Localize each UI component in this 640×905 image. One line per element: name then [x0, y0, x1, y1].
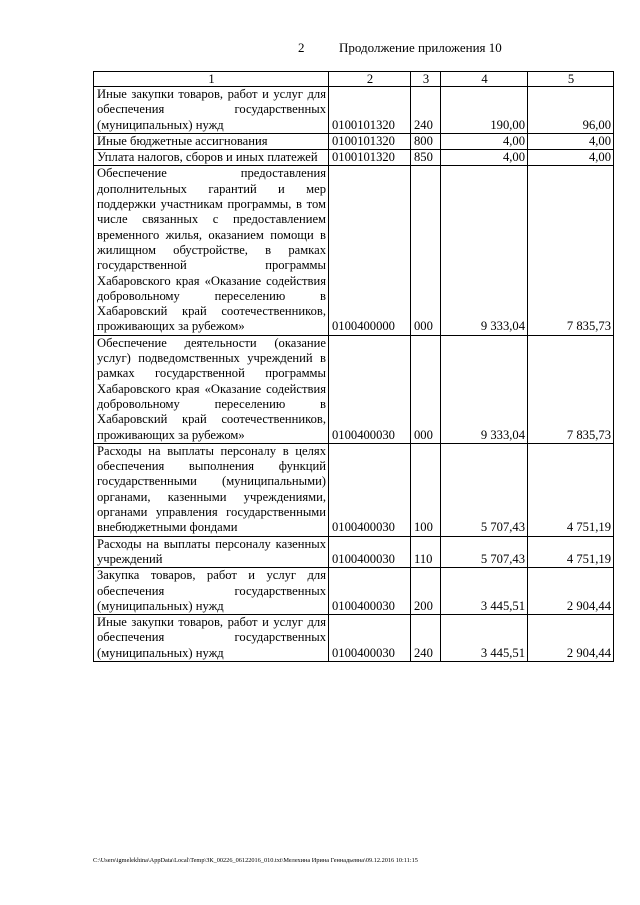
column-header: 4	[441, 72, 528, 87]
expense-name: Обеспечение предоставления дополнительных гарантий и мер поддержки участникам программы, в том числе связанных с предоставлением временного жилья, оказанием помощи в жилищном обустройстве, в рамках государственной программы Хабаровского края «Оказание содействия добровольному переселению в Хабаровский край соотечественников, проживающих за рубежом»	[94, 166, 329, 335]
table-row	[94, 615, 614, 662]
table-row	[94, 133, 614, 149]
table-header-row	[94, 72, 614, 87]
expense-name: Иные закупки товаров, работ и услуг для обеспечения государственных (муниципальных) нужд	[94, 87, 329, 134]
expense-name: Уплата налогов, сборов и иных платежей	[94, 150, 329, 166]
target-article-code: 0100400030	[329, 443, 411, 536]
column-header: 1	[94, 72, 329, 87]
amount-col5: 4,00	[528, 133, 614, 149]
document-file-path: C:\Users\igmelekhina\AppData\Local\Temp\ЗК_00226_06122016_010.txt\Мелехина Ирина Геннадьевна\09.12.2016 10:11:15	[93, 857, 418, 864]
target-article-code: 0100400000	[329, 166, 411, 335]
amount-col5: 2 904,44	[528, 615, 614, 662]
appendix-continuation-title: Продолжение приложения 10	[339, 40, 502, 55]
table-row	[94, 87, 614, 134]
expense-name: Расходы на выплаты персоналу казенных учреждений	[94, 536, 329, 568]
target-article-code: 0100101320	[329, 150, 411, 166]
amount-col4: 5 707,43	[441, 443, 528, 536]
expense-type-code: 000	[411, 335, 441, 443]
amount-col4: 3 445,51	[441, 615, 528, 662]
expense-type-code: 200	[411, 568, 441, 615]
expense-name: Закупка товаров, работ и услуг для обеспечения государственных (муниципальных) нужд	[94, 568, 329, 615]
target-article-code: 0100400030	[329, 335, 411, 443]
target-article-code: 0100101320	[329, 87, 411, 134]
budget-table	[93, 71, 614, 662]
amount-col5: 4 751,19	[528, 443, 614, 536]
expense-name: Обеспечение деятельности (оказание услуг) подведомственных учреждений в рамках государственной программы Хабаровского края «Оказание содействия добровольному переселению в Хабаровский край соотечественников, проживающих за рубежом»	[94, 335, 329, 443]
amount-col4: 190,00	[441, 87, 528, 134]
expense-name: Расходы на выплаты персоналу в целях обеспечения выполнения функций государственными (муниципальными) органами, казенными учреждениями, органами управления государственными внебюджетными фондами	[94, 443, 329, 536]
table-row	[94, 335, 614, 443]
table-row	[94, 150, 614, 166]
expense-name: Иные бюджетные ассигнования	[94, 133, 329, 149]
target-article-code: 0100101320	[329, 133, 411, 149]
amount-col4: 9 333,04	[441, 166, 528, 335]
table-row	[94, 166, 614, 335]
target-article-code: 0100400030	[329, 536, 411, 568]
target-article-code: 0100400030	[329, 615, 411, 662]
expense-type-code: 110	[411, 536, 441, 568]
amount-col4: 4,00	[441, 150, 528, 166]
table-row	[94, 443, 614, 536]
expense-type-code: 000	[411, 166, 441, 335]
column-header: 2	[329, 72, 411, 87]
expense-name: Иные закупки товаров, работ и услуг для обеспечения государственных (муниципальных) нужд	[94, 615, 329, 662]
amount-col4: 3 445,51	[441, 568, 528, 615]
amount-col5: 2 904,44	[528, 568, 614, 615]
table-row	[94, 568, 614, 615]
amount-col5: 4 751,19	[528, 536, 614, 568]
expense-type-code: 240	[411, 87, 441, 134]
amount-col5: 96,00	[528, 87, 614, 134]
amount-col5: 4,00	[528, 150, 614, 166]
target-article-code: 0100400030	[329, 568, 411, 615]
page-number: 2	[298, 40, 305, 55]
expense-type-code: 850	[411, 150, 441, 166]
expense-type-code: 800	[411, 133, 441, 149]
amount-col4: 5 707,43	[441, 536, 528, 568]
amount-col5: 7 835,73	[528, 166, 614, 335]
table-row	[94, 536, 614, 568]
amount-col5: 7 835,73	[528, 335, 614, 443]
expense-type-code: 100	[411, 443, 441, 536]
amount-col4: 9 333,04	[441, 335, 528, 443]
amount-col4: 4,00	[441, 133, 528, 149]
column-header: 5	[528, 72, 614, 87]
expense-type-code: 240	[411, 615, 441, 662]
column-header: 3	[411, 72, 441, 87]
